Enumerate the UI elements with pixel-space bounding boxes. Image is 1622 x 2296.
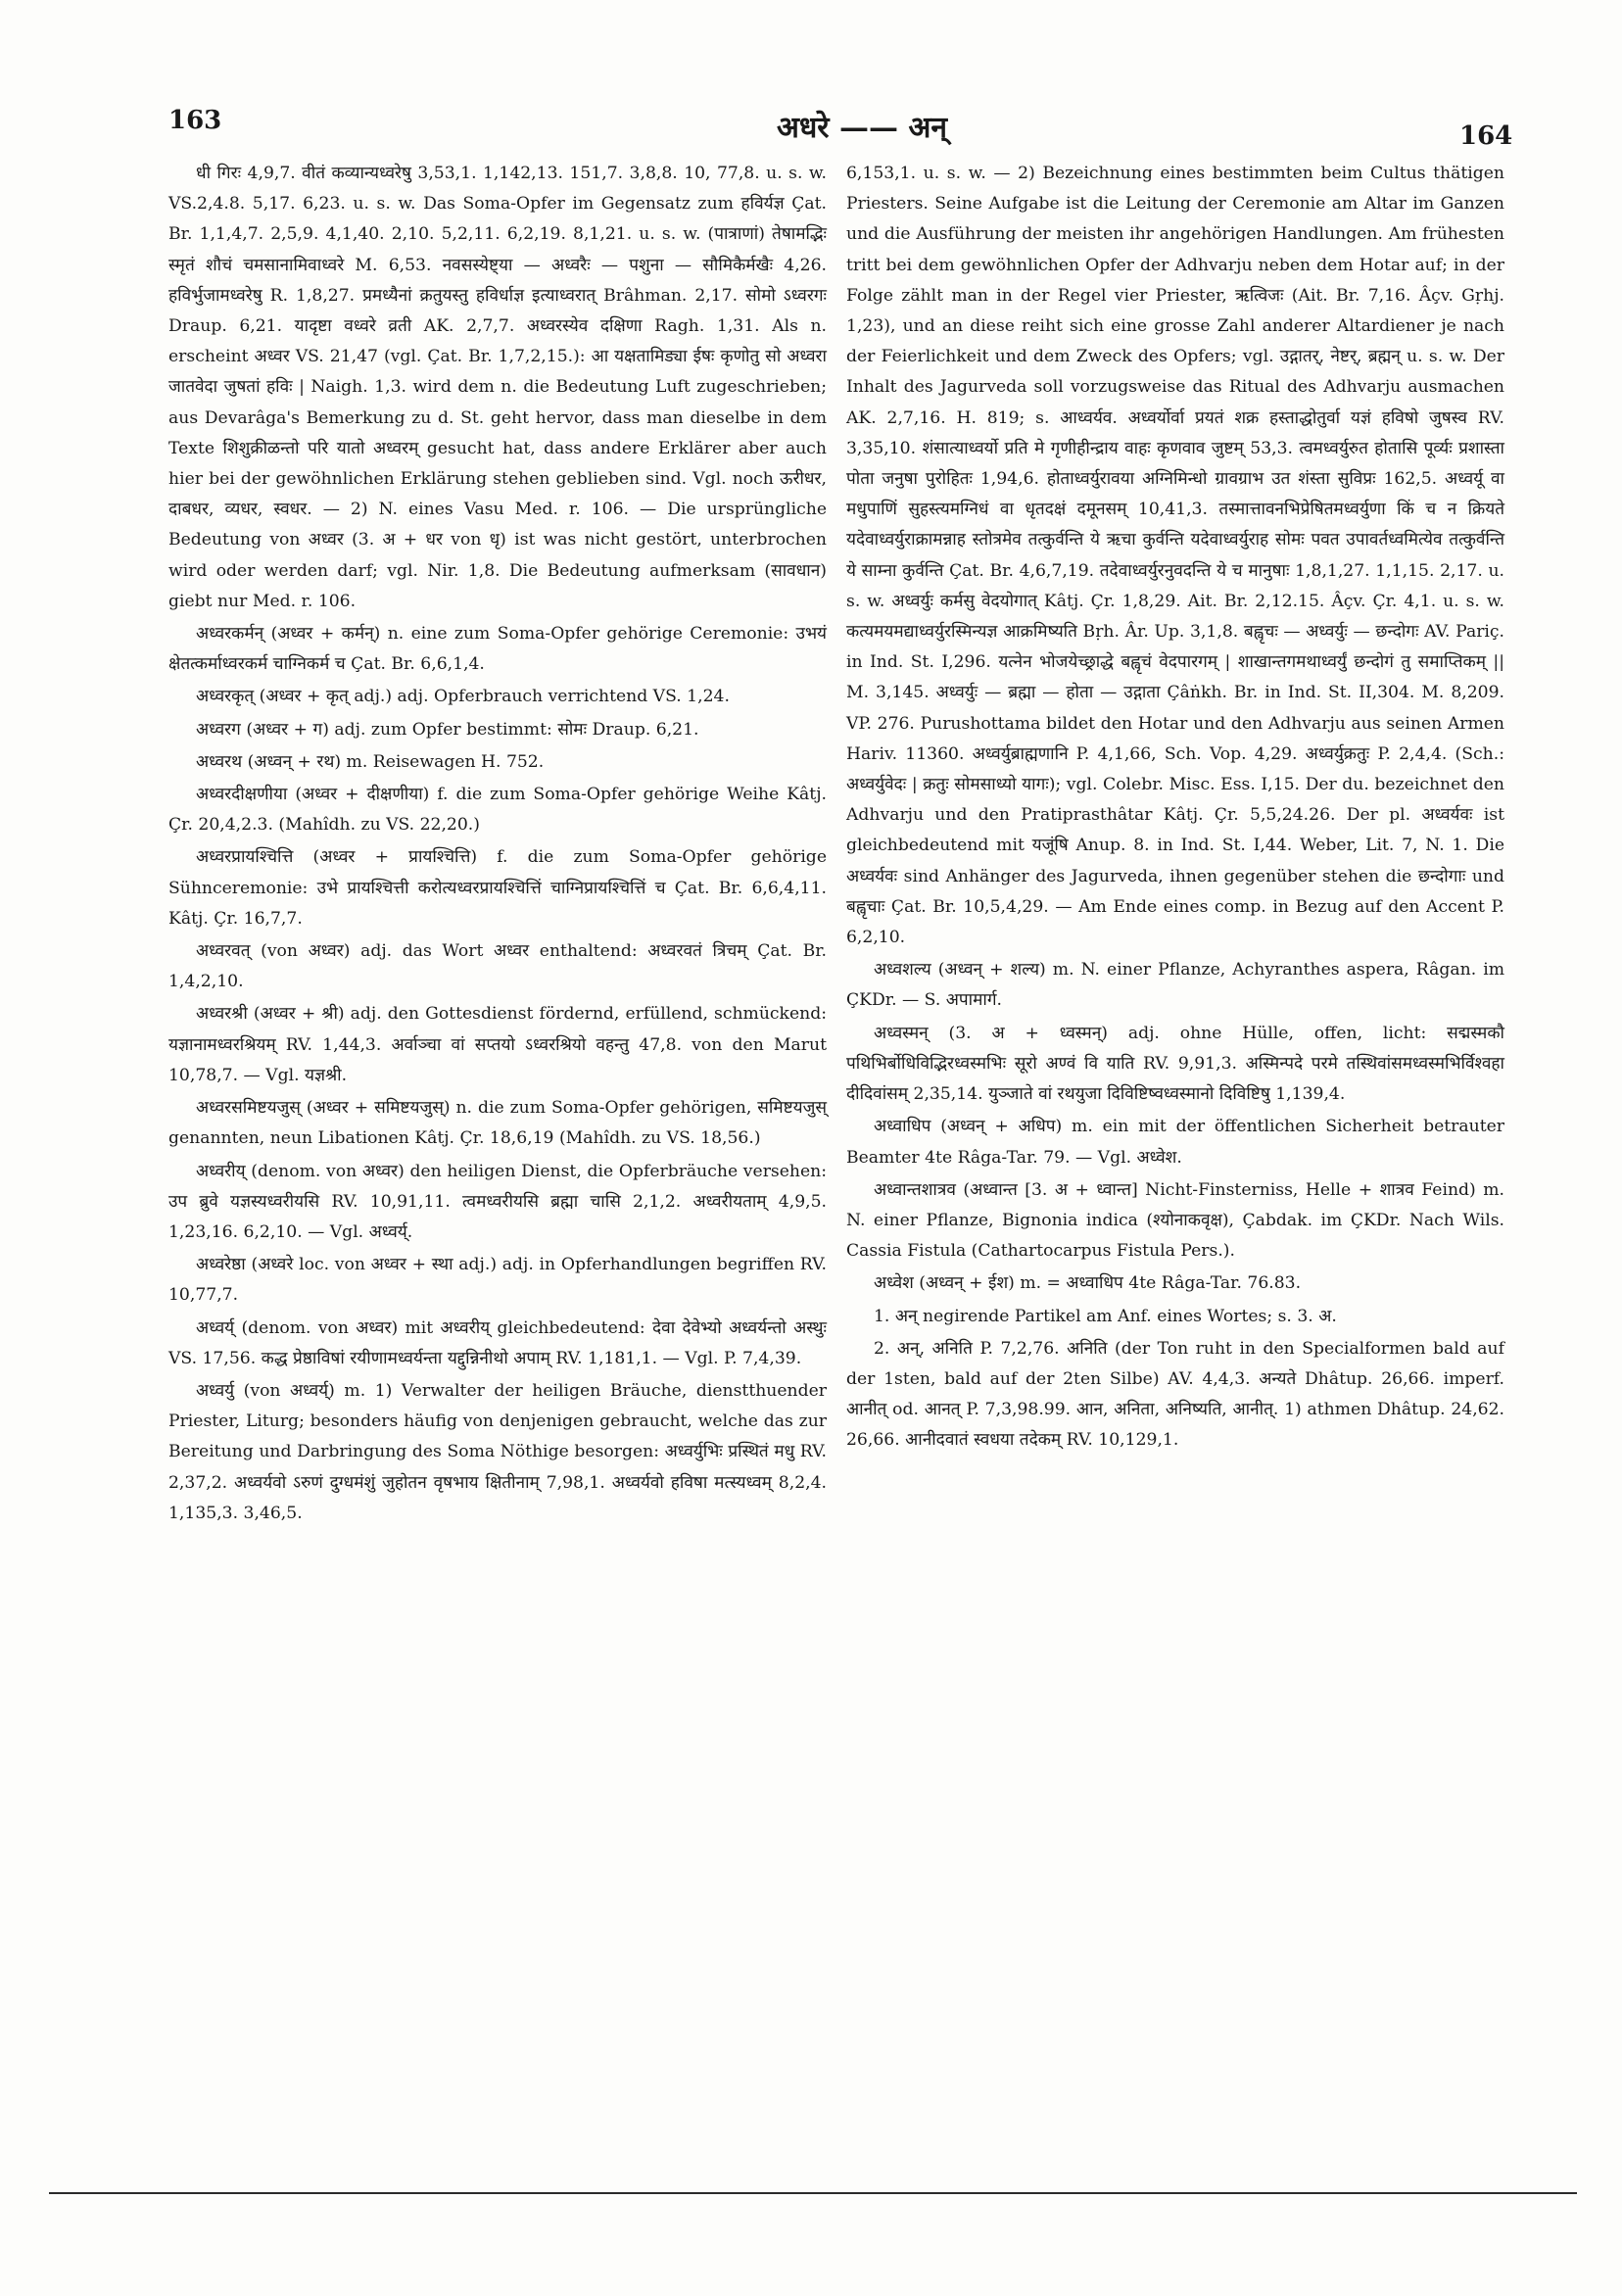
- entry-paragraph: धी गिरः 4,9,7. वीतं कव्यान्यध्वरेषु 3,53,1. 1,142,13. 151,7. 3,8,8. 10, 77,8. u. s. w. VS.2,4.8. 5,17. 6,23. u. s. w. Das Soma-Opfer im Gegensatz zum हविर्यज्ञ Çat. Br. 1,1,4,7. 2,5,9. 4,1,40. 2,10. 5,2,11. 6,2,19. 8,1,21. u. s. w. (पात्राणां) तेषामद्भिः स्मृतं शौचं चमसानामिवाध्वरे M. 6,53. नवसस्येष्ट्या — अध्वरैः — पशुना — सौमिकैर्मखैः 4,26. हविर्भुजामध्वरेषु R. 1,8,27. प्रमध्यैनां क्रतुयस्तु हविर्धाज्ञ इत्याध्वरात् Brâhman. 2,17. सोमो ऽध्वरगः Draup. 6,21. यादृष्टा वध्वरे व्रती AK. 2,7,7. अध्वरस्येव दक्षिणा Ragh. 1,31. Als n. erscheint अध्वर VS. 21,47 (vgl. Çat. Br. 1,7,2,15.): आ यक्षतामिड्या ईषः कृणोतु सो अध्वरा जातवेदा जुषतां हविः | Naigh. 1,3. wird dem n. die Bedeutung Luft zugeschrieben; aus Devarâga's Bemerkung zu d. St. geht hervor, dass man dieselbe in dem Texte शिशुक्रीळन्तो परि यातो अध्वरम् gesucht hat, dass andere Erklärer aber auch hier bei der gewöhnlichen Erklärung stehen geblieben sind. Vgl. noch ऊरीधर, दाबधर, व्यधर, स्वधर. — 2) N. eines Vasu Med. r. 106. — Die ursprüngliche Bedeutung von अध्वर (3. अ + धर von धृ) ist was nicht gestört, unterbrochen wird oder werden darf; vgl. Nir. 1,8. Die Bedeutung aufmerksam (सावधान) giebt nur Med. r. 106.: [168, 164, 827, 611]
- entry-paragraph: अध्वरथ (अध्वन् + रथ) m. Reisewagen H. 752.: [196, 751, 545, 772]
- right-page-number: 164: [1459, 121, 1513, 151]
- entry-paragraph: अध्वान्तशात्रव (अध्वान्त [3. अ + ध्वान्त] Nicht-Finsterniss, Helle + शात्रव Feind) m. N. einer Pflanze, Bignonia indica (श्योनाकवृक्ष), Çabdak. im ÇKDr. Nach Wils. Cassia Fistula (Cathartocarpus Fistula Pers.).: [846, 1179, 1504, 1262]
- right-column: [846, 159, 1504, 2010]
- entry-paragraph: 6,153,1. u. s. w. — 2) Bezeichnung eines bestimmten beim Cultus thätigen Priesters. Seine Aufgabe ist die Leitung der Ceremonie am Altar im Ganzen und die Ausführung der meisten ihr angehörigen Handlungen. Am frühesten tritt bei dem gewöhnlichen Opfer der Adhvarju neben dem Hotar auf; in der Folge zählt man in der Regel vier Priester, ऋत्विजः (Ait. Br. 7,16. Âçv. Gṛhj. 1,23), und an diese reiht sich eine grosse Zahl anderer Altardiener je nach der Feierlichkeit und dem Zweck des Opfers; vgl. उद्गातर्, नेष्टर्, ब्रह्मन् u. s. w. Der Inhalt des Jagurveda soll vorzugsweise das Ritual des Adhvarju ausmachen AK. 2,7,16. H. 819; s. आध्वर्यव. अध्वर्योर्वा प्रयतं शक्र हस्ताद्धोतुर्वा यज्ञं हविषो जुषस्व RV. 3,35,10. शंसात्याध्वर्यो प्रति मे गृणीहीन्द्राय वाहः कृणवाव जुष्टम् 53,3. त्वमध्वर्युरुत होतासि पूर्व्यः प्रशास्ता पोता जनुषा पुरोहितः 1,94,6. होताध्वर्युरावया अग्निमिन्धो ग्रावग्राभ उत शंस्ता सुविप्रः 162,5. अध्वर्यू वा मधुपाणिं सुहस्त्यमग्निधं वा धृतदक्षं दमूनसम् 10,41,3. तस्मात्तावनभिप्रेषितमध्वर्युणा किं च न क्रियते यदेवाध्वर्युराक्रामन्नाह स्तोत्रमेव तत्कुर्वन्ति ये ऋचा कुर्वन्ति यदेवाध्वर्युराह सोमः पवत उपावर्तध्वमित्येव तत्कुर्वन्ति ये साम्ना कुर्वन्ति Çat. Br. 4,6,7,19. तदेवाध्वर्युरनुवदन्ति ये च मानुषाः 1,8,1,27. 1,1,15. 2,17. u. s. w. अध्वर्युः कर्मसु वेदयोगात् Kâtj. Çr. 1,8,29. Ait. Br. 2,12.15. Âçv. Çr. 4,1. u. s. w. कत्यमयमद्याध्वर्युरस्मिन्यज्ञ आक्रमिष्यति Bṛh. Âr. Up. 3,1,8. बह्वृचः — अध्वर्युः — छन्दोगः AV. Pariç. in Ind. St. I,296. यत्नेन भोजयेच्छ्राद्धे बह्वृचं वेदपारगम् | शाखान्तगमथाध्वर्युं छन्दोगं तु समाप्तिकम् || M. 3,145. अध्वर्युः — ब्रह्मा — होता — उद्गाता Çâṅkh. Br. in Ind. St. II,304. M. 8,209. VP. 276. Purushottama bildet den Hotar und den Adhvarju aus seinen Armen Hariv. 11360. अध्वर्युब्राह्मणानि P. 4,1,66, Sch. Vop. 4,29. अध्वर्युक्रतुः P. 2,4,4. (Sch.: अध्वर्युवेदः | क्रतुः सोमसाध्यो यागः); vgl. Colebr. Misc. Ess. I,15. Der du. bezeichnet den Adhvarju und den Pratiprasthâtar Kâtj. Çr. 5,5,24.26. Der pl. अध्वर्यवः ist gleichbedeutend mit यजूंषि Anup. 8. in Ind. St. I,44. Weber, Lit. 7, N. 1. Die अध्वर्यवः sind Anhänger des Jagurveda, ihnen gegenüber stehen die छन्दोगाः und बह्वृचाः Çat. Br. 10,5,4,29. — Am Ende eines comp. in Bezug auf den Accent P. 6,2,10.: [846, 164, 1504, 948]
- entry-paragraph: 1. अन् negirende Partikel am Anf. eines Wortes; s. 3. अ.: [874, 1306, 1337, 1326]
- entry-paragraph: अध्वरीय् (denom. von अध्वर) den heiligen Dienst, die Opferbräuche versehen: उप ब्रुवे यज्ञस्यध्वरीयसि RV. 10,91,11. त्वमध्वरीयसि ब्रह्मा चासि 2,1,2. अध्वरीयताम् 4,9,5. 1,23,16. 6,2,10. — Vgl. अध्वर्य्.: [168, 1161, 827, 1242]
- footer-rule: [49, 2192, 1577, 2194]
- entry-paragraph: अध्वरकर्मन् (अध्वर + कर्मन्) n. eine zum Soma-Opfer gehörige Ceremonie: उभयं क्षेतत्कर्माध्वरकर्म चाग्निकर्म च Çat. Br. 6,6,1,4.: [168, 624, 827, 675]
- entry-paragraph: अध्वर्यु (von अध्वर्य्) m. 1) Verwalter der heiligen Bräuche, dienstthuender Priester, Liturg; besonders häufig von denjenigen gebraucht, welche das zur Bereitung und Darbringung des Soma Nöthige besorgen: अध्वर्युभिः प्रस्थितं मधु RV. 2,37,2. अध्वर्यवो ऽरुणं दुग्धमंशुं जुहोतन वृषभाय क्षितीनाम् 7,98,1. अध्वर्यवो हविषा मत्स्यध्वम् 8,2,4. 1,135,3. 3,46,5.: [168, 1380, 827, 1523]
- entry-paragraph: अध्वर्य् (denom. von अध्वर) mit अध्वरीय् gleichbedeutend: देवा देवेभ्यो अध्वर्यन्तो अस्थुः VS. 17,56. कद्ध प्रेष्ठाविषां रयीणामध्वर्यन्ता यद्दुन्निनीथो अपाम् RV. 1,181,1. — Vgl. P. 7,4,39.: [168, 1317, 827, 1368]
- running-head: अधरे —— अन्: [776, 111, 948, 145]
- entry-paragraph: अध्वरप्रायश्चित्ति (अध्वर + प्रायश्चित्ति) f. die zum Soma-Opfer gehörige Sühnceremonie: उभे प्रायश्चित्ती करोत्यध्वरप्रायश्चित्तिं चाग्निप्रायश्चित्तिं च Çat. Br. 6,6,4,11. Kâtj. Çr. 16,7,7.: [168, 847, 827, 929]
- entry-paragraph: अध्वस्मन् (3. अ + ध्वस्मन्) adj. ohne Hülle, offen, licht: सद्मस्मकौ पथिभिर्बोधिविद्भिरध्वस्मभिः सूरो अण्वं वि याति RV. 9,91,3. अस्मिन्पदे परमे तस्थिवांसमध्वस्मभिर्विश्वहा दीदिवांसम् 2,35,14. युञ्जाते वां रथयुजा दिविष्टिष्वध्वस्मानो दिविष्टिषु 1,139,4.: [846, 1023, 1504, 1105]
- entry-paragraph: अध्वरेष्ठा (अध्वरे loc. von अध्वर + स्था adj.) adj. in Opferhandlungen begriffen RV. 10,77,7.: [168, 1255, 827, 1306]
- left-page-number: 163: [168, 106, 222, 135]
- entry-paragraph: अध्वशल्य (अध्वन् + शल्य) m. N. einer Pflanze, Achyranthes aspera, Râgan. im ÇKDr. — S. अपामार्ग.: [846, 960, 1504, 1011]
- entry-paragraph: अध्वरग (अध्वर + ग) adj. zum Opfer bestimmt: सोमः Draup. 6,21.: [196, 719, 699, 740]
- entry-paragraph: अध्वरसमिष्टयजुस् (अध्वर + समिष्टयजुस्) n. die zum Soma-Opfer gehörigen, समिष्टयजुस् genannten, neun Libationen Kâtj. Çr. 18,6,19 (Mahîdh. zu VS. 18,56.): [168, 1098, 827, 1149]
- entry-paragraph: अध्वरकृत् (अध्वर + कृत् adj.) adj. Opferbrauch verrichtend VS. 1,24.: [196, 687, 730, 707]
- entry-paragraph: अध्वाधिप (अध्वन् + अधिप) m. ein mit der öffentlichen Sicherheit betrauter Beamter 4te Râga-Tar. 79. — Vgl. अध्वेश.: [846, 1117, 1504, 1168]
- entry-paragraph: अध्वरदीक्षणीया (अध्वर + दीक्षणीया) f. die zum Soma-Opfer gehörige Weihe Kâtj. Çr. 20,4,2.3. (Mahîdh. zu VS. 22,20.): [168, 785, 827, 836]
- entry-paragraph: अध्वरश्री (अध्वर + श्री) adj. den Gottesdienst fördernd, erfüllend, schmückend: यज्ञानामध्वरश्रियम् RV. 1,44,3. अर्वाञ्चा वां सप्तयो ऽध्वरश्रियो वहन्तु 47,8. von den Marut 10,78,7. — Vgl. यज्ञश्री.: [168, 1004, 827, 1085]
- entry-paragraph: अध्वेश (अध्वन् + ईश) m. = अध्वाधिप 4te Râga-Tar. 76.83.: [874, 1273, 1302, 1294]
- left-column: [168, 159, 827, 2010]
- entry-paragraph: 2. अन्, अनिति P. 7,2,76. अनिति (der Ton ruht in den Specialformen bald auf der 1sten, bald auf der 2ten Silbe) AV. 4,4,3. अन्यते Dhâtup. 26,66. imperf. आनीत् od. आनत् P. 7,3,98.99. आन, अनिता, अनिष्यति, आनीत्. 1) athmen Dhâtup. 24,62. 26,66. आनीदवातं स्वधया तदेकम् RV. 10,129,1.: [846, 1338, 1504, 1451]
- entry-paragraph: अध्वरवत् (von अध्वर) adj. das Wort अध्वर enthaltend: अध्वरवतं त्रिचम् Çat. Br. 1,4,2,10.: [168, 941, 827, 992]
